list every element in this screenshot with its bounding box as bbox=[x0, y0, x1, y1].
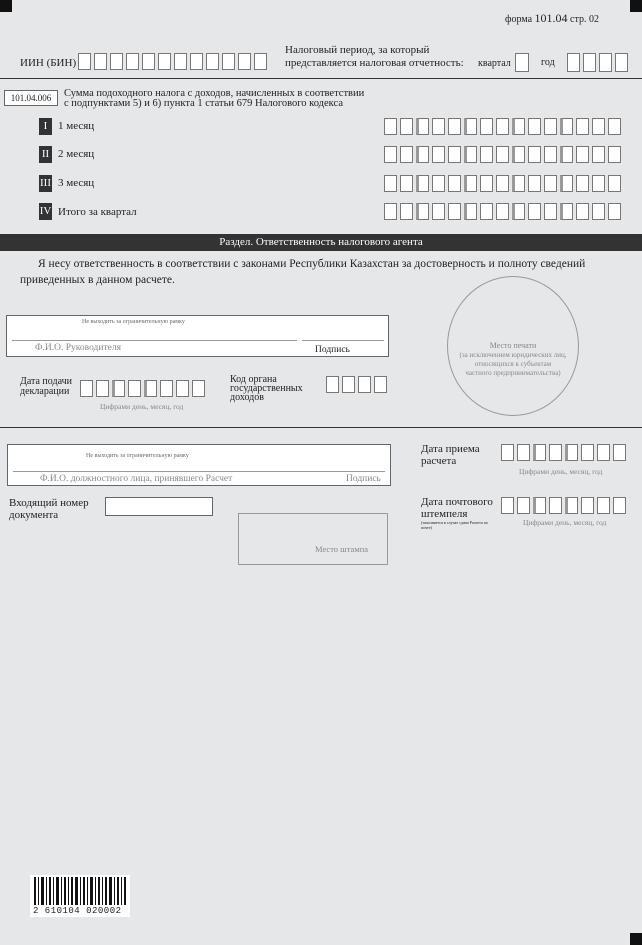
org-code-label-3: доходов bbox=[230, 392, 264, 403]
official-sign-label: Подпись bbox=[346, 474, 381, 484]
official-hint: Не выходить за ограничительную рамку bbox=[86, 453, 189, 459]
row-cells-2[interactable] bbox=[384, 146, 621, 163]
postal-date-label-2: штемпеля bbox=[421, 508, 468, 520]
section-title: Раздел. Ответственность налогового агента bbox=[0, 234, 642, 251]
postal-date-note: (заполняется в случае сдачи Расчета по почте) bbox=[421, 520, 488, 530]
iin-label: ИИН (БИН) bbox=[20, 57, 77, 69]
row-cells-1[interactable] bbox=[384, 118, 621, 135]
head-fio-label: Ф.И.О. Руководителя bbox=[35, 343, 121, 353]
stamp-label: Место штампа bbox=[315, 544, 369, 554]
head-signature-box[interactable] bbox=[6, 315, 389, 357]
row-roman-4: IV bbox=[39, 203, 52, 220]
field-desc-1: Сумма подоходного налога с доходов, начисленных в соответствии bbox=[64, 88, 365, 99]
divider-middle bbox=[0, 427, 642, 428]
corner-mark-bottom-right bbox=[630, 933, 642, 945]
org-code-cells[interactable] bbox=[326, 376, 387, 393]
submit-date-label-2: декларации bbox=[20, 386, 70, 397]
period-label-2: представляется налоговая отчетность: bbox=[285, 57, 464, 69]
seal-title: Место печати bbox=[489, 341, 537, 350]
submit-date-label-1: Дата подачи bbox=[20, 376, 73, 387]
barcode bbox=[30, 875, 130, 917]
postal-date-cells[interactable] bbox=[501, 497, 626, 514]
head-hint: Не выходить за ограничительную рамку bbox=[82, 319, 185, 325]
field-code: 101.04.006 bbox=[4, 90, 58, 106]
corner-mark-top-right bbox=[630, 0, 642, 12]
row-label-1: 1 месяц bbox=[58, 120, 95, 132]
field-desc-2: с подпунктами 5) и 6) пункта 1 статьи 679 Налогового кодекса bbox=[64, 98, 343, 109]
head-sign-label: Подпись bbox=[315, 345, 350, 355]
seal-note-3: частного предпринимательства) bbox=[465, 369, 561, 377]
year-cells[interactable] bbox=[567, 53, 628, 72]
row-cells-4[interactable] bbox=[384, 203, 621, 220]
org-code-label-1: Код органа bbox=[230, 374, 277, 385]
corner-mark-top-left bbox=[0, 0, 12, 12]
quarter-label: квартал bbox=[478, 58, 511, 69]
org-code-label-2: государственных bbox=[230, 383, 303, 394]
receipt-date-label-2: расчета bbox=[421, 455, 457, 467]
official-fio-line bbox=[13, 471, 385, 472]
page-number: стр. 02 bbox=[570, 14, 599, 25]
seal-note-1: (за исключением юридических лиц, bbox=[459, 351, 567, 359]
receipt-date-cells[interactable] bbox=[501, 444, 626, 461]
row-cells-3[interactable] bbox=[384, 175, 621, 192]
receipt-date-label-1: Дата приема bbox=[421, 443, 480, 455]
divider-top bbox=[0, 78, 642, 79]
official-signature-box[interactable] bbox=[7, 444, 391, 486]
row-roman-3: III bbox=[39, 175, 52, 192]
statement-line-1: Я несу ответственность в соответствии с законами Республики Казахстан за достоверность и полноту сведений bbox=[38, 258, 586, 270]
postal-date-label-1: Дата почтового bbox=[421, 496, 493, 508]
seal-note-2: относящихся к субъектам bbox=[474, 360, 552, 368]
postal-date-hint: Цифрами день, месяц, год bbox=[523, 518, 607, 527]
row-label-3: 3 месяц bbox=[58, 177, 95, 189]
submit-date-hint: Цифрами день, месяц, год bbox=[100, 402, 184, 411]
form-code: 101.04 bbox=[534, 11, 568, 25]
row-roman-2: II bbox=[39, 146, 52, 163]
row-label-2: 2 месяц bbox=[58, 148, 95, 160]
year-label: год bbox=[541, 57, 555, 68]
row-roman-1: I bbox=[39, 118, 52, 135]
official-fio-label: Ф.И.О. должностного лица, принявшего Расчет bbox=[40, 474, 233, 484]
period-label-1: Налоговый период, за который bbox=[285, 44, 430, 56]
head-fio-line bbox=[12, 340, 297, 341]
incoming-label-1: Входящий номер bbox=[9, 497, 89, 509]
statement-line-2: приведенных в данном расчете. bbox=[20, 274, 175, 286]
form-label: форма bbox=[505, 14, 533, 25]
stamp-place bbox=[238, 513, 388, 565]
form-header bbox=[505, 11, 599, 26]
incoming-label-2: документа bbox=[9, 509, 59, 521]
barcode-number: 2 610104 020002 bbox=[33, 906, 122, 916]
seal-place bbox=[447, 276, 579, 416]
row-label-4: Итого за квартал bbox=[58, 206, 137, 218]
receipt-date-hint: Цифрами день, месяц, год bbox=[519, 467, 603, 476]
barcode-bars bbox=[30, 875, 130, 907]
head-sign-line bbox=[302, 340, 384, 341]
iin-cells[interactable] bbox=[78, 53, 267, 70]
quarter-cell[interactable] bbox=[515, 53, 529, 72]
incoming-number-field[interactable] bbox=[105, 497, 213, 516]
submit-date-cells[interactable] bbox=[80, 380, 205, 397]
